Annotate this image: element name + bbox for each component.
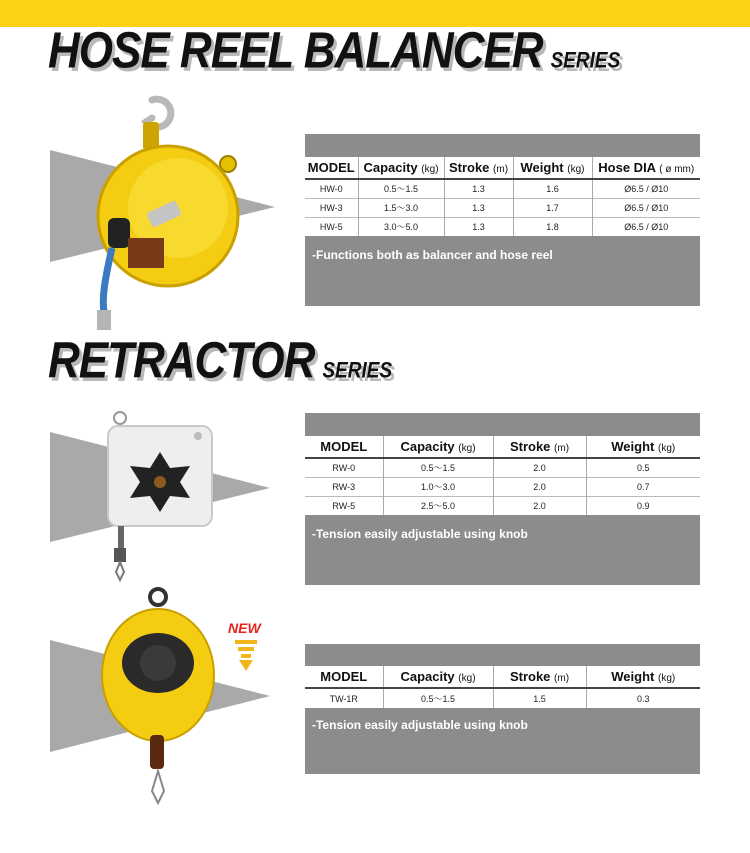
- tw-spec-panel: [305, 644, 700, 774]
- table-row: [305, 458, 700, 477]
- table-header-row: [305, 436, 700, 458]
- table-cell: 2.0: [493, 477, 586, 496]
- table-cell: Ø6.5 / Ø10: [592, 198, 700, 217]
- new-badge-arrow-icon: [235, 640, 257, 672]
- column-header: Weight (kg): [586, 666, 700, 688]
- column-header: Weight (kg): [513, 157, 592, 179]
- table-cell: 0.7: [586, 477, 700, 496]
- column-header: Weight (kg): [586, 436, 700, 458]
- column-header: Stroke (m): [493, 666, 586, 688]
- retractor-spec-table: [305, 436, 700, 515]
- table-cell: 2.0: [493, 458, 586, 477]
- table-header-row: [305, 666, 700, 688]
- table-cell: 0.5～1.5: [383, 688, 493, 708]
- table-row: [305, 217, 700, 236]
- table-row: [305, 198, 700, 217]
- table-cell: 1.5: [493, 688, 586, 708]
- table-cell: HW-3: [305, 198, 358, 217]
- table-row: [305, 477, 700, 496]
- table-cell: RW-3: [305, 477, 383, 496]
- table-cell: 0.5～1.5: [358, 179, 444, 198]
- table-cell: 2.5～5.0: [383, 496, 493, 515]
- table-cell: 1.0～3.0: [383, 477, 493, 496]
- table-cell: 1.5～3.0: [358, 198, 444, 217]
- hose-reel-note: -Functions both as balancer and hose reel: [312, 248, 553, 262]
- table-cell: 0.3: [586, 688, 700, 708]
- tw-spec-table: [305, 666, 700, 708]
- table-cell: RW-5: [305, 496, 383, 515]
- table-cell: RW-0: [305, 458, 383, 477]
- hose-reel-subtitle: SERIES: [550, 48, 621, 74]
- hose-reel-heading: [48, 23, 620, 81]
- table-cell: HW-5: [305, 217, 358, 236]
- column-header: Capacity (kg): [358, 157, 444, 179]
- column-header: Capacity (kg): [383, 436, 493, 458]
- table-cell: 1.3: [444, 198, 513, 217]
- table-row: [305, 496, 700, 515]
- hose-reel-spec-table: [305, 157, 700, 236]
- new-badge: NEW: [228, 620, 261, 636]
- table-cell: 0.5: [586, 458, 700, 477]
- column-header: Hose DIA ( ø mm): [592, 157, 700, 179]
- table-cell: 0.5～1.5: [383, 458, 493, 477]
- table-cell: Ø6.5 / Ø10: [592, 217, 700, 236]
- table-row: [305, 179, 700, 198]
- tw-product-image: [96, 585, 226, 825]
- table-row: [305, 688, 700, 708]
- table-cell: HW-0: [305, 179, 358, 198]
- column-header: MODEL: [307, 160, 355, 175]
- table-cell: TW-1R: [305, 688, 383, 708]
- table-cell: 1.3: [444, 217, 513, 236]
- table-cell: Ø6.5 / Ø10: [592, 179, 700, 198]
- table-cell: 3.0～5.0: [358, 217, 444, 236]
- column-header: MODEL: [320, 669, 368, 684]
- column-header: MODEL: [320, 439, 368, 454]
- table-header-row: [305, 157, 700, 179]
- retractor-title: RETRACTOR: [48, 332, 315, 389]
- retractor-note: -Tension easily adjustable using knob: [312, 527, 528, 541]
- table-cell: 1.6: [513, 179, 592, 198]
- retractor-product-image: [100, 408, 220, 593]
- retractor-subtitle: SERIES: [322, 358, 393, 384]
- table-cell: 2.0: [493, 496, 586, 515]
- column-header: Stroke (m): [493, 436, 586, 458]
- column-header: Capacity (kg): [383, 666, 493, 688]
- table-cell: 0.9: [586, 496, 700, 515]
- hose-reel-product-image: [88, 88, 248, 338]
- table-cell: 1.3: [444, 179, 513, 198]
- table-cell: 1.7: [513, 198, 592, 217]
- tw-note: -Tension easily adjustable using knob: [312, 718, 528, 732]
- retractor-heading: [48, 333, 392, 391]
- hose-reel-title: HOSE REEL BALANCER: [48, 22, 543, 79]
- table-cell: 1.8: [513, 217, 592, 236]
- column-header: Stroke (m): [444, 157, 513, 179]
